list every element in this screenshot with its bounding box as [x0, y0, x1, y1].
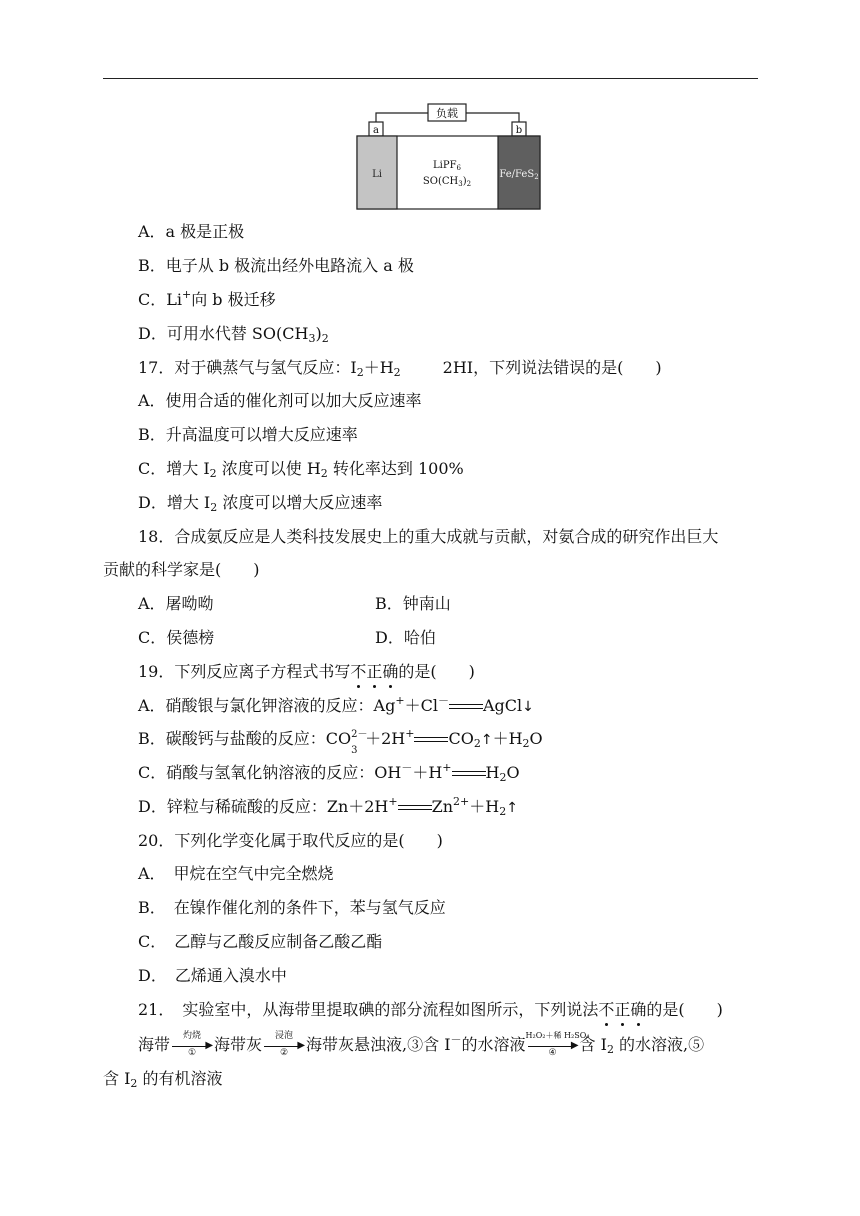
terminal-b-label: b: [515, 125, 523, 136]
q19-option-b: B．碳酸钙与盐酸的反应：CO 2－ 3 ＋2H+ $CO_2↑+H_2O$: [138, 727, 543, 756]
q17-option-b: B．升高温度可以增大反应速率: [138, 425, 358, 444]
gas-arrow-icon: ↑: [506, 800, 518, 816]
q19-option-a: A．硝酸银与氯化钾溶液的反应：Ag+＋Cl－ AgCl↓: [138, 694, 534, 715]
q21-flow-line2: 含 $I_2$ 的有机溶液: [103, 1069, 223, 1090]
q18-option-c: C．侯德榜: [138, 628, 215, 647]
q19-option-d: D．锌粒与稀硫酸的反应：Zn＋2H+ $Zn^{2+}+H_2↑$: [138, 795, 518, 818]
flow-arrow-1: 灼烧 ▶ ①: [170, 1035, 214, 1057]
q21-flow-line1: 海带 灼烧 ▶ ① 海带灰 浸泡 ▶ ② 海带灰悬浊液,③含 I－的水溶液 H₂O₂＋稀 H₂SO₄ ▶ ④ 含 $I_2$ 的水溶液,⑤: [138, 1030, 705, 1058]
q19-stem: 19．下列反应离子方程式书写不正确的是( ): [138, 662, 475, 681]
load-label: 负载: [436, 107, 458, 120]
q17-option-d: D．增大 $I_2$ 浓度可以增大反应速率: [138, 493, 383, 514]
q16-option-d: D．可用水代替 $SO(CH_3)_2$: [138, 324, 329, 345]
electrolyte-line1: LiPF$_6$: [433, 160, 461, 172]
q18-stem-line1: 18．合成氨反应是人类科技发展史上的重大成就与贡献，对氨合成的研究作出巨大: [138, 527, 719, 546]
equals-sign: [414, 735, 448, 745]
flow-arrow-2: 浸泡 ▶ ②: [262, 1035, 306, 1057]
q16-option-b: B．电子从 b 极流出经外电路流入 a 极: [138, 256, 414, 275]
q19-option-c: C．硝酸与氢氧化钠溶液的反应：OH－＋H+ $H_2O$: [138, 761, 520, 784]
precipitate-arrow-icon: ↓: [522, 699, 534, 715]
equals-sign: [452, 769, 486, 779]
q17-stem: 17．对于碘蒸气与氢气反应：$I_2+H_2$ 2HI，下列说法错误的是( ): [138, 358, 662, 379]
q17-option-c: C．增大 $I_2$ 浓度可以使 $H_2$ 转化率达到 100%: [138, 459, 464, 480]
electrolyte-line2: $SO(CH_3)_2$: [422, 176, 472, 188]
q18-stem-line2: 贡献的科学家是( ): [103, 560, 260, 579]
q17-option-a: A．使用合适的催化剂可以加大反应速率: [138, 391, 422, 410]
equals-sign: [449, 702, 483, 712]
equals-sign: [398, 803, 432, 813]
terminal-a-label: a: [373, 125, 379, 136]
cathode-label: Fe/FeS$_2$: [499, 169, 539, 181]
battery-figure: [0, 0, 860, 215]
q20-option-c: C． 乙醇与乙酸反应制备乙酸乙酯: [138, 932, 383, 951]
flow-arrow-4: H₂O₂＋稀 H₂SO₄ ▶ ④: [525, 1030, 590, 1058]
gas-arrow-icon: ↑: [480, 732, 493, 748]
q16-option-a: A．a 极是正极: [138, 222, 245, 241]
q21-stem: 21． 实验室中，从海带里提取碘的部分流程如图所示，下列说法不正确的是( ): [138, 1000, 723, 1019]
q18-option-b: B．钟南山: [375, 594, 451, 613]
anode-label: Li: [372, 169, 382, 180]
q20-option-b: B． 在镍作催化剂的条件下，苯与氢气反应: [138, 898, 446, 917]
q18-option-a: A．屠呦呦: [138, 594, 214, 613]
q18-option-d: D．哈伯: [375, 628, 436, 647]
q16-option-c: C．Li+向 b 极迁移: [138, 288, 276, 309]
q20-option-d: D． 乙烯通入溴水中: [138, 966, 287, 985]
q20-option-a: A． 甲烷在空气中完全燃烧: [138, 864, 334, 883]
q20-stem: 20．下列化学变化属于取代反应的是( ): [138, 831, 443, 850]
